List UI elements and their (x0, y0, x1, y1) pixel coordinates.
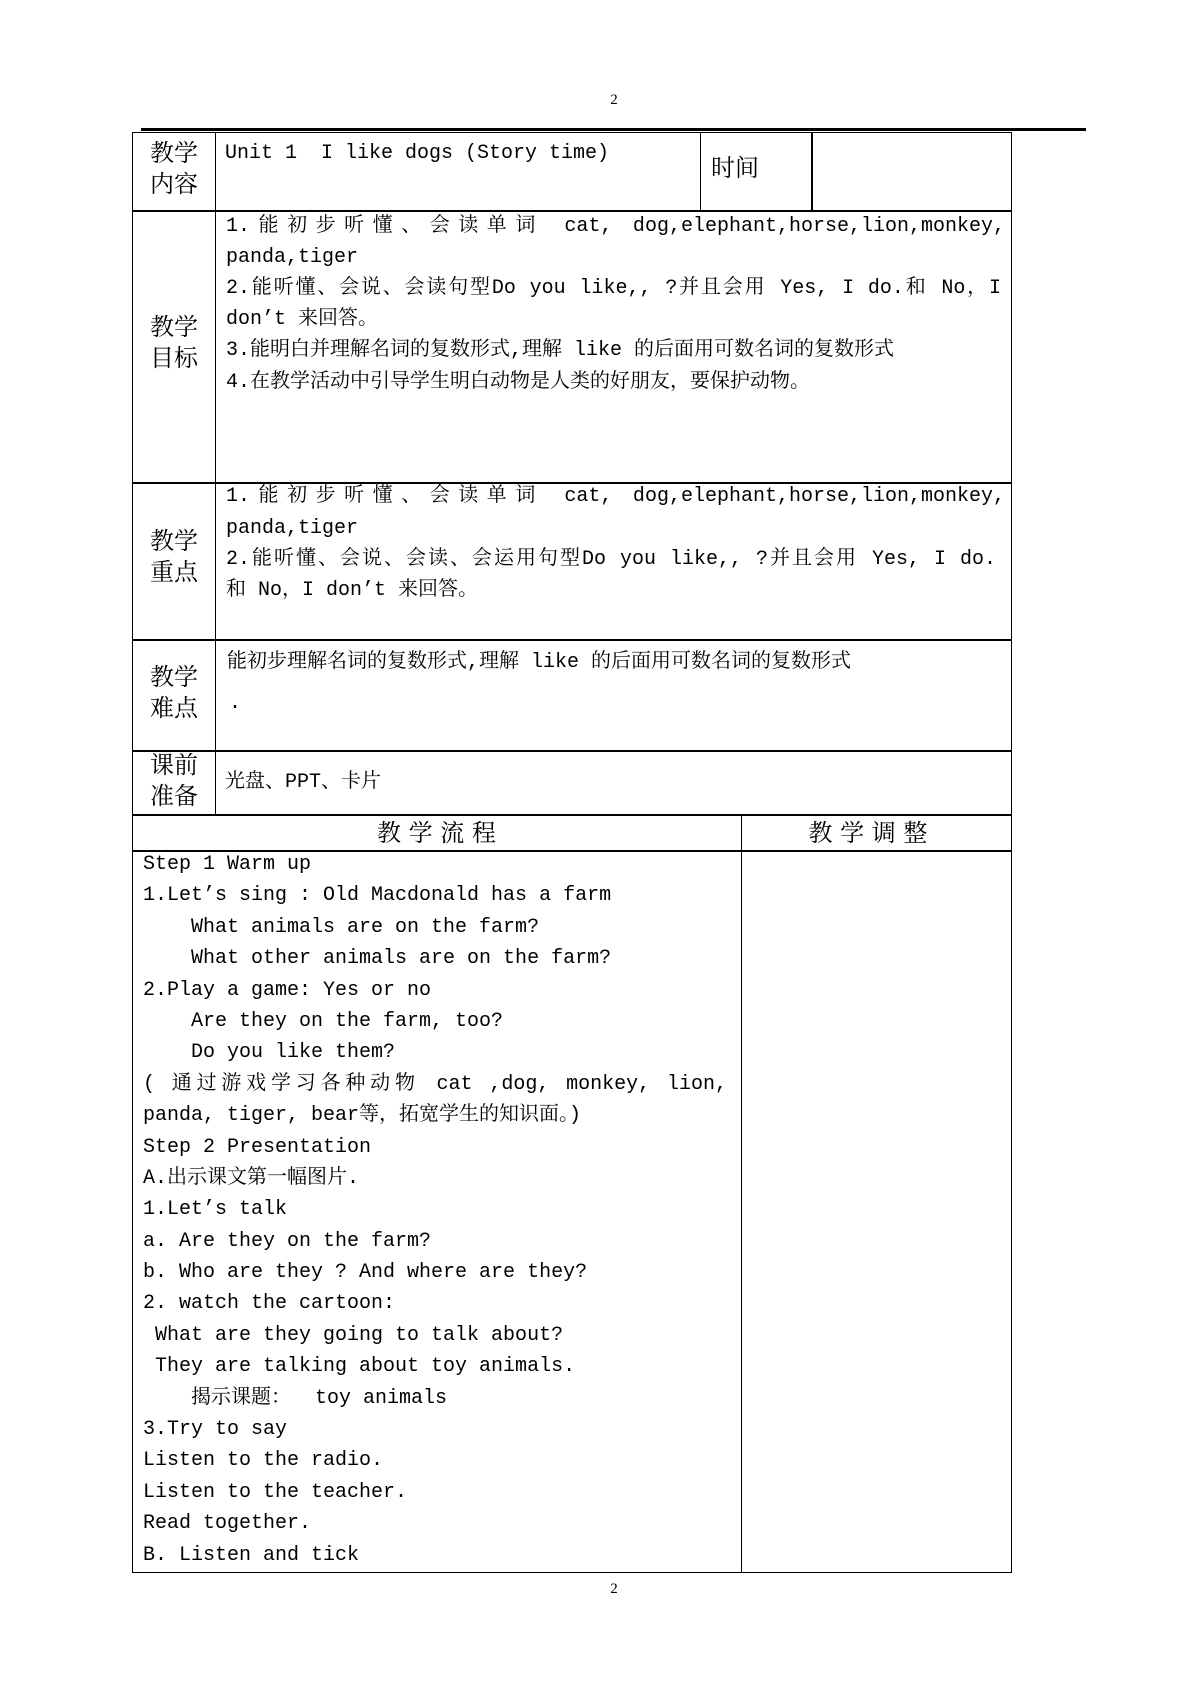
label-line: 教学 (150, 313, 198, 341)
objective-line: 1.能初步听懂、会读单词 cat, dog,elephant,horse,lion,monkey, (226, 214, 1005, 238)
process-line: Listen to the radio. (143, 1449, 384, 1473)
process-line: What other animals are on the farm? (143, 947, 612, 971)
row-divider (132, 639, 1012, 641)
label-line: 教学 (150, 663, 198, 691)
label-line: 准备 (150, 782, 198, 811)
teaching-content-value: Unit 1 I like dogs (Story time) (225, 142, 610, 165)
process-heading: 教 学 流 程 (377, 819, 496, 847)
process-line: 1.Let’s talk (143, 1198, 288, 1222)
process-line: What are they going to talk about? (143, 1323, 564, 1347)
process-line: 揭示课题： toy animals (143, 1386, 448, 1410)
objective-line: 2.能听懂、会说、会读句型Do you like,, ?并且会用 Yes, I do.和 No，I (226, 277, 1001, 301)
label-line: 目标 (150, 344, 198, 373)
time-label: 时间 (711, 154, 759, 182)
key-point-line: panda,tiger (226, 516, 359, 540)
key-point-line: 和 No，I don’t 来回答。 (226, 578, 479, 602)
preparation-value: 光盘、PPT、卡片 (225, 771, 382, 794)
header-rule (141, 128, 1086, 131)
row-divider (132, 750, 1012, 752)
label-line: 重点 (150, 558, 198, 587)
process-line: Step 2 Presentation (143, 1135, 372, 1159)
process-line: 2.Play a game: Yes or no (143, 978, 432, 1002)
process-line: They are talking about toy animals. (143, 1355, 576, 1379)
difficulty-line: 能初步理解名词的复数形式,理解 like 的后面用可数名词的复数形式 (227, 651, 852, 674)
process-line: A.出示课文第一幅图片. (143, 1166, 360, 1190)
process-line: Step 1 Warm up (143, 853, 312, 876)
process-line: Are they on the farm, too? (143, 1009, 504, 1033)
label-key-points (132, 526, 216, 589)
process-line: What animals are on the farm? (143, 915, 540, 939)
adjustment-heading: 教 学 调 整 (808, 819, 928, 847)
objective-line: 4.在教学活动中引导学生明白动物是人类的好朋友，要保护动物。 (226, 370, 811, 394)
objective-line: panda,tiger (226, 245, 359, 269)
process-line: panda, tiger, bear等，拓宽学生的知识面。) (143, 1104, 582, 1128)
key-point-line: 2.能听懂、会说、会读、会运用句型Do you like,, ?并且会用 Yes, I do. (226, 547, 996, 571)
label-line: 难点 (150, 694, 198, 723)
process-line: B. Listen and tick (143, 1543, 360, 1567)
process-line: ( 通过游戏学习各种动物 cat ,dog, monkey, lion, (143, 1072, 727, 1096)
label-teaching-objectives (132, 312, 216, 375)
objective-line: 3.能明白并理解名词的复数形式,理解 like 的后面用可数名词的复数形式 (226, 339, 895, 363)
label-difficulties (132, 662, 216, 725)
process-line: b. Who are they ? And where are they? (143, 1261, 588, 1285)
objective-line: don’t 来回答。 (226, 308, 379, 332)
process-line: 1.Let’s sing : Old Macdonald has a farm (143, 884, 612, 908)
label-line: 教学 (150, 139, 198, 167)
label-line: 教学 (150, 527, 198, 555)
process-text (143, 849, 735, 1571)
process-line: Read together. (143, 1512, 312, 1536)
process-line: 3.Try to say (143, 1418, 288, 1442)
process-line: Do you like them? (143, 1041, 396, 1065)
process-line: 2. watch the cartoon: (143, 1292, 396, 1316)
process-line: Listen to the teacher. (143, 1480, 408, 1504)
time-column-divider (700, 132, 702, 211)
page-number-top: 2 (610, 92, 618, 108)
label-line: 内容 (150, 170, 198, 199)
label-line: 课前 (150, 751, 198, 779)
key-point-line: 1.能初步听懂、会读单词 cat, dog,elephant,horse,lion,monkey, (226, 485, 1005, 509)
label-teaching-content (132, 138, 216, 201)
objectives-text (226, 211, 1005, 398)
adjustment-cell (743, 852, 1010, 1571)
process-line: a. Are they on the farm? (143, 1229, 432, 1253)
label-preparation (132, 750, 216, 813)
time-value-cell (813, 133, 1010, 210)
difficulty-line: . (229, 692, 242, 715)
key-points-text (226, 481, 1005, 606)
page-number-bottom: 2 (610, 1581, 618, 1597)
